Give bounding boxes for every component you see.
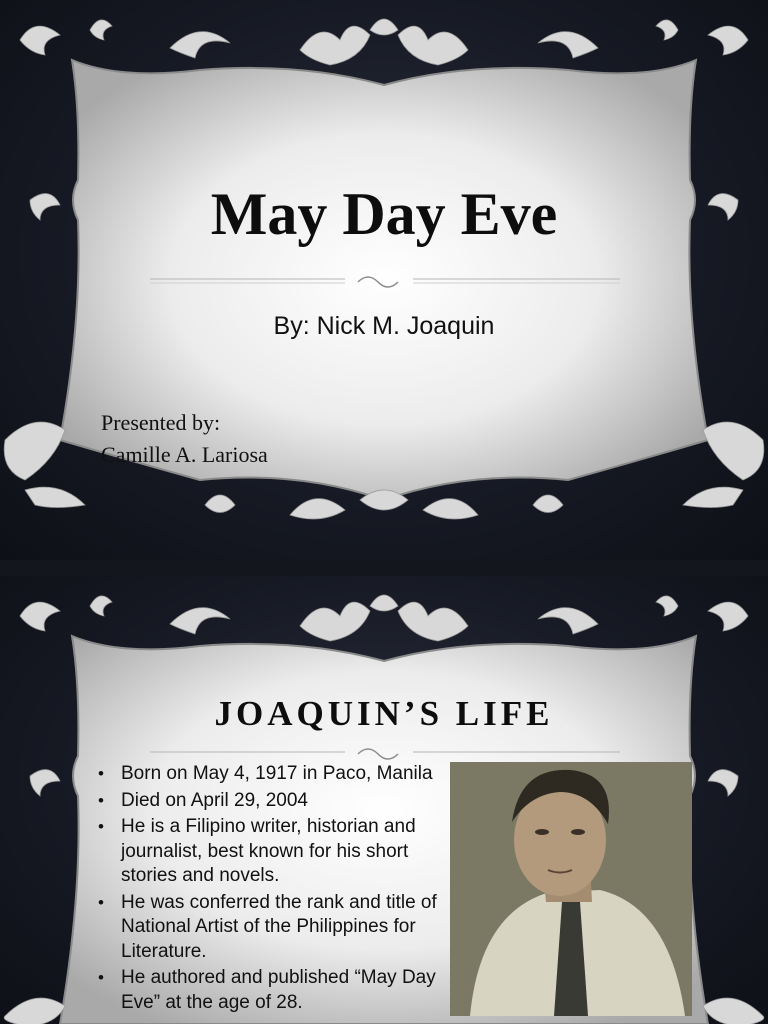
biography-slide bbox=[0, 576, 768, 1024]
slide-subtitle: By: Nick M. Joaquin bbox=[273, 312, 495, 340]
list-item: • He authored and published “May Day Eve” at the age of 28. bbox=[96, 966, 441, 1015]
list-item: • He is a Filipino writer, historian and journalist, best known for his short stories and novels. bbox=[96, 815, 441, 889]
biography-list bbox=[96, 762, 441, 1017]
author-portrait bbox=[450, 762, 692, 1016]
list-item: • Died on April 29, 2004 bbox=[96, 789, 441, 814]
presented-by-label: Presented by: bbox=[101, 410, 221, 435]
slide-title: May Day Eve bbox=[210, 181, 558, 247]
presenter-name: Camille A. Lariosa bbox=[101, 442, 268, 467]
list-item: • Born on May 4, 1917 in Paco, Manila bbox=[96, 762, 441, 787]
slide-title: JOAQUIN’S LIFE bbox=[214, 694, 554, 733]
list-item: • He was conferred the rank and title of National Artist of the Philippines for Literature. bbox=[96, 891, 441, 965]
